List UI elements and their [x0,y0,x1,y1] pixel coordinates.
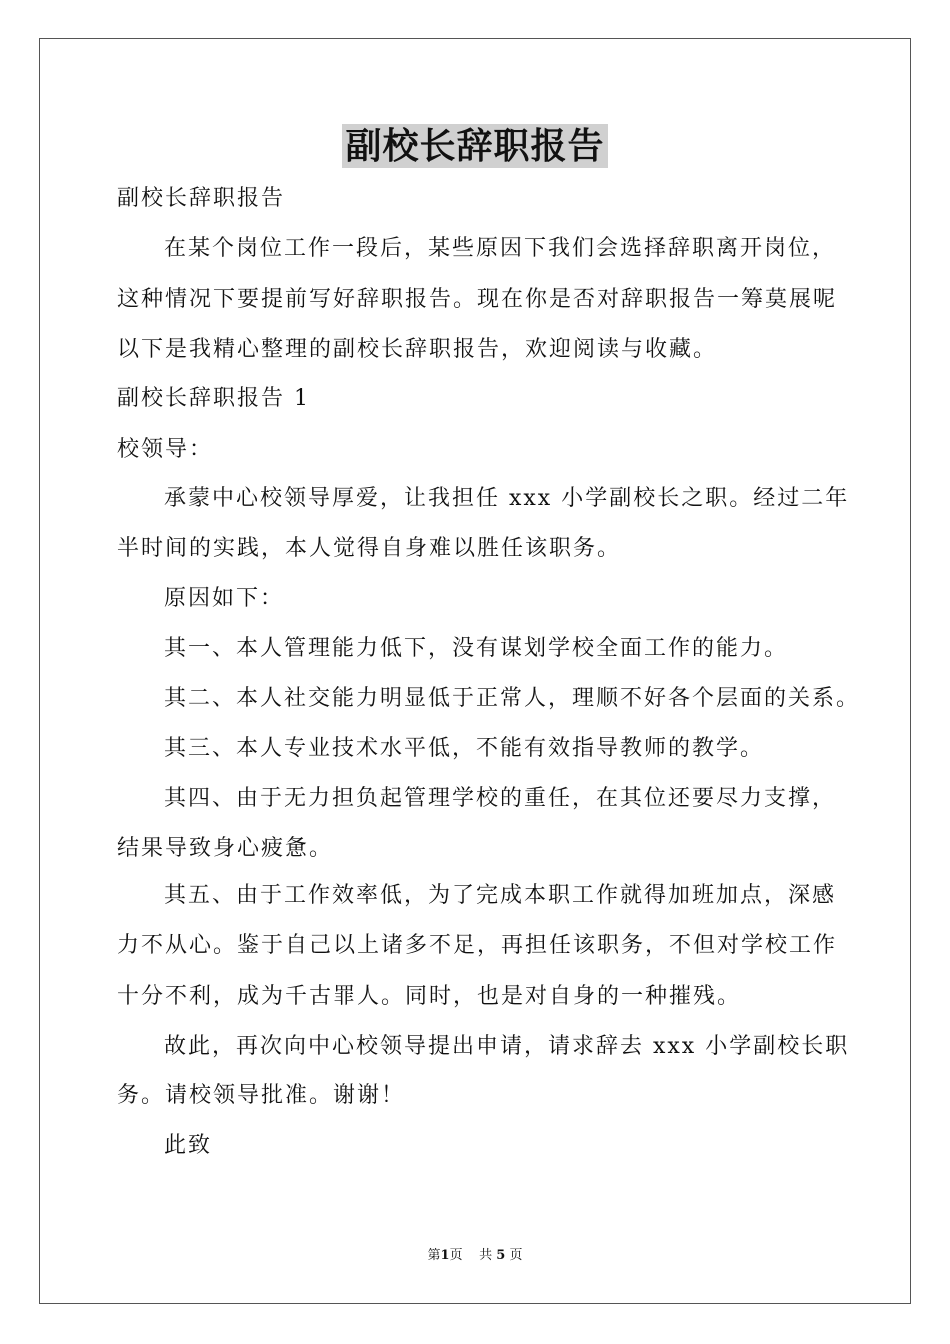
paragraph-line: 其四、由于无力担负起管理学校的重任，在其位还要尽力支撑， [164,786,837,811]
page-total: 5 [496,1248,506,1263]
document-title-wrap [0,124,950,168]
page-border [39,38,911,1304]
paragraph-line: 以下是我精心整理的副校长辞职报告，欢迎阅读与收藏。 [117,337,718,362]
paragraph-line: 结果导致身心疲惫。 [117,836,334,861]
page-prefix: 第 [427,1248,441,1263]
total-prefix: 共 [479,1248,493,1263]
page-footer [0,1247,950,1265]
page-suffix: 页 [449,1248,463,1263]
paragraph-line: 在某个岗位工作一段后，某些原因下我们会选择辞职离开岗位， [164,236,837,261]
document-title: 副校长辞职报告 [342,124,607,168]
paragraph-line: 十分不利，成为千古罪人。同时，也是对自身的一种摧残。 [117,984,742,1009]
paragraph-line: 其二、本人社交能力明显低于正常人，理顺不好各个层面的关系。 [164,686,861,711]
paragraph-line: 其三、本人专业技术水平低，不能有效指导教师的教学。 [164,736,765,761]
paragraph-line: 力不从心。鉴于自己以上诸多不足，再担任该职务，不但对学校工作 [117,933,838,958]
page-current: 1 [440,1248,450,1263]
paragraph-line: 其五、由于工作效率低，为了完成本职工作就得加班加点，深感 [164,883,837,908]
paragraph-line: 这种情况下要提前写好辞职报告。现在你是否对辞职报告一筹莫展呢 [117,287,838,312]
closing-line: 此致 [164,1133,213,1158]
paragraph-line: 务。请校领导批准。谢谢！ [117,1083,406,1108]
total-suffix: 页 [509,1248,523,1263]
subtitle-line: 副校长辞职报告 [117,186,286,211]
paragraph-line: 承蒙中心校领导厚爱，让我担任 xxx 小学副校长之职。经过二年 [164,486,850,511]
section-heading: 副校长辞职报告 1 [117,386,310,411]
paragraph-line: 其一、本人管理能力低下，没有谋划学校全面工作的能力。 [164,636,789,661]
paragraph-line: 故此，再次向中心校领导提出申请，请求辞去 xxx 小学副校长职 [164,1034,850,1059]
paragraph-line: 原因如下： [164,586,285,611]
paragraph-line: 半时间的实践，本人觉得自身难以胜任该职务。 [117,536,622,561]
salutation: 校领导： [117,437,214,462]
